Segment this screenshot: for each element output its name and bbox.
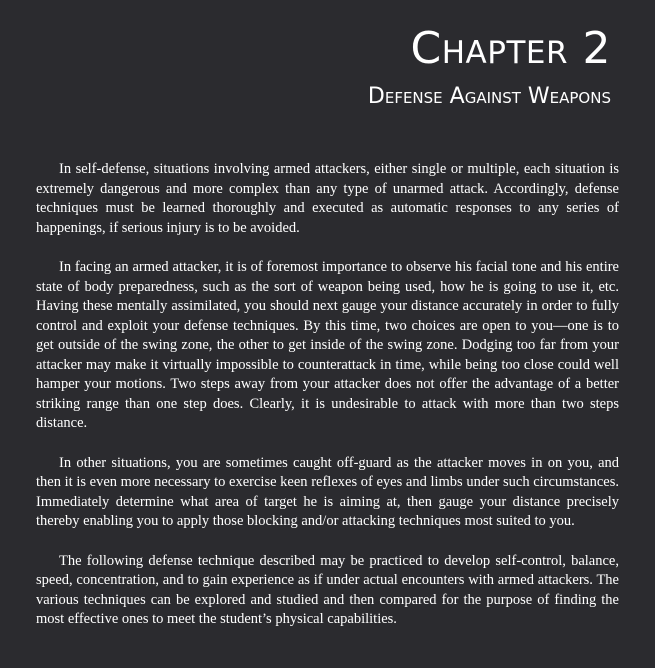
chapter-heading bbox=[368, 22, 611, 112]
body-text bbox=[36, 160, 619, 630]
paragraph: The following defense technique described may be practiced to develop self-control, balance, speed, concentration, and to gain experience as if under actual encounters with armed attackers. The various techniques can be explored and studied and then compared for the purpose of finding the most effective ones to meet the student’s physical capabilities. bbox=[36, 552, 619, 627]
paragraph: In facing an armed attacker, it is of foremost importance to observe his facial tone and his entire state of body preparedness, such as the sort of weapon being used, how he is going to use it, etc. Having these mentally assimilated, you should next gauge your distance accurately in order to fully control and exploit your defense techniques. By this time, two choices are open to you—one is to get outside of the swing zone, the other to get inside of the swing zone. Dodging too far from your attacker may make it virtually impossible to counterattack in time, while being too close could well hamper your motions. Two steps away from your attacker does not offer the advantage of a better striking range than one step does. Clearly, it is undesirable to attack with more than two steps distance. bbox=[36, 259, 619, 431]
chapter-title: Defense Against Weapons bbox=[367, 84, 611, 109]
paragraph: In other situations, you are sometimes caught off-guard as the attacker moves in on you, and then it is even more necessary to exercise keen reflexes of eyes and limbs under such circumstances. Immediately determine what area of target he is aiming at, then gauge your distance precisely thereby enabling you to apply those blocking and/or attacking techniques most suited to you. bbox=[36, 454, 619, 529]
chapter-number: Chapter 2 bbox=[410, 23, 611, 74]
paragraph: In self-defense, situations involving armed attackers, either single or multiple, each situation is extremely dangerous and more complex than any type of unarmed attack. Accordingly, defense techniques must be learned thoroughly and executed as automatic responses to any series of happenings, if serious injury is to be avoided. bbox=[36, 161, 619, 236]
